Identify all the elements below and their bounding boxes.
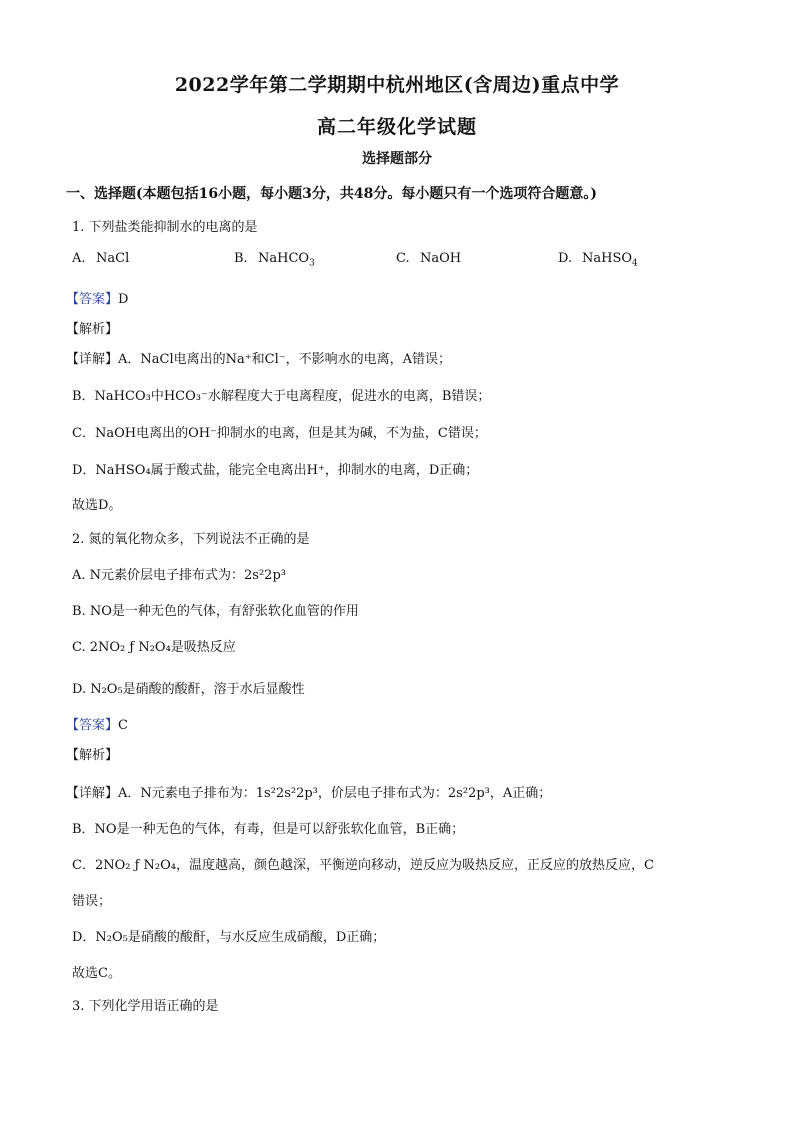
q2-detail-c-cont: 错误； [72,894,112,909]
q1-detail-b: B．NaHCO₃中HCO₃⁻水解程度大于电离程度，促进水的电离，B错误； [72,389,491,404]
q1-option-b: B. NaHCO$_3$ [234,251,315,269]
q1-option-d: D. NaHSO$_4$ [558,251,638,269]
q1-option-a: A. NaCl [72,251,130,266]
q2-conclusion: 故选C。 [72,966,121,981]
q2-detail-a: 【详解】A．N元素电子排布为：1s²2s²2p³，价层电子排布式为：2s²2p³，A正确； [66,786,552,801]
exam-title: 2022学年第二学期期中杭州地区(含周边)重点中学 [174,74,620,96]
q1-option-c: C. NaOH [396,251,462,266]
q1-detail-d: D．NaHSO₄属于酸式盐，能完全电离出H⁺，抑制水的电离，D正确； [72,463,479,478]
question-3-stem: 3. 下列化学用语正确的是 [72,999,219,1014]
q2-answer: 【答案】C [66,718,128,733]
q2-option-c: C. 2NO₂ ƒ N₂O₄是吸热反应 [72,640,236,655]
q2-option-a: A. N元素价层电子排布式为：2s²2p³ [72,568,286,583]
question-1-stem: 1. 下列盐类能抑制水的电离的是 [72,220,258,235]
q2-option-d: D. N₂O₅是硝酸的酸酐，溶于水后显酸性 [72,682,305,697]
exam-subtitle: 高二年级化学试题 [316,116,477,138]
q1-analysis-tag: 【解析】 [66,322,119,337]
q2-option-b: B. NO是一种无色的气体，有舒张软化血管的作用 [72,604,359,619]
q2-detail-c: C．2NO₂ ƒ N₂O₄，温度越高，颜色越深，平衡逆向移动，逆反应为吸热反应，正反应的放热反应，C [72,858,654,873]
section-heading: 一、选择题(本题包括16小题，每小题3分，共48分。每小题只有一个选项符合题意。) [66,186,597,202]
q2-analysis-tag: 【解析】 [66,748,119,763]
question-2-stem: 2. 氮的氧化物众多，下列说法不正确的是 [72,532,310,547]
q2-detail-b: B．NO是一种无色的气体，有毒，但是可以舒张软化血管，B正确； [72,822,465,837]
q2-detail-d: D．N₂O₅是硝酸的酸酐，与水反应生成硝酸，D正确； [72,930,386,945]
q1-answer: 【答案】D [66,292,129,307]
part-heading: 选择题部分 [362,151,432,167]
q1-detail-a: 【详解】A．NaCl电离出的Na⁺和Cl⁻，不影响水的电离，A错误； [66,352,451,367]
q1-detail-c: C．NaOH电离出的OH⁻抑制水的电离，但是其为碱，不为盐，C错误； [72,426,487,441]
q1-conclusion: 故选D。 [72,498,122,513]
